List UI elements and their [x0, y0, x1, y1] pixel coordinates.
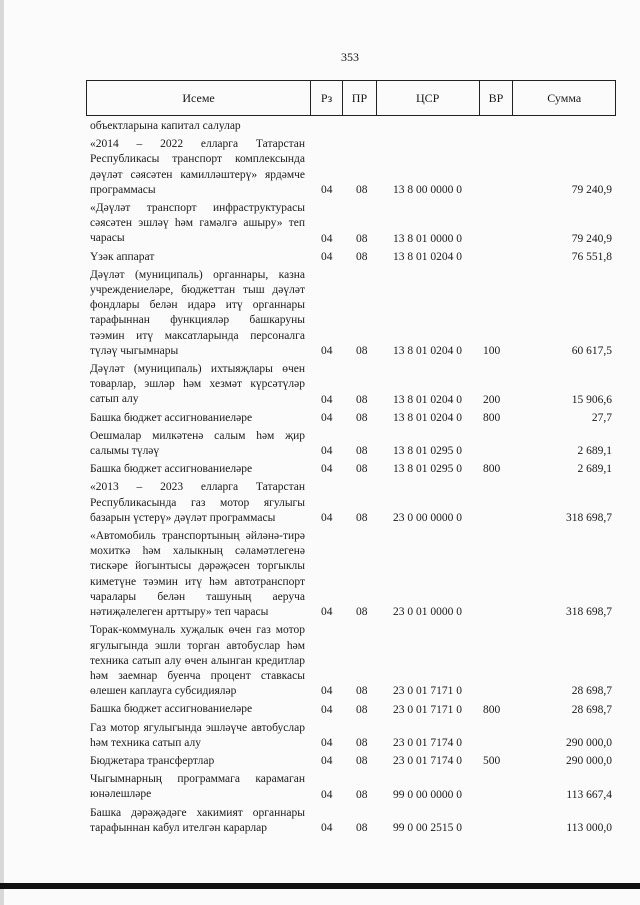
row-rz: 04	[321, 411, 333, 424]
table-row	[90, 754, 620, 770]
row-pr: 08	[356, 736, 368, 749]
row-pr: 08	[356, 232, 368, 245]
row-csr: 23 0 01 0000 0	[393, 606, 462, 619]
scan-bottom-edge	[0, 883, 640, 889]
table-row	[90, 623, 620, 700]
row-rz: 04	[321, 184, 333, 197]
row-vr: 800	[483, 703, 501, 716]
table-row	[90, 721, 620, 752]
table-row	[90, 268, 620, 360]
table-row	[90, 806, 620, 837]
table-row	[90, 480, 620, 527]
row-sum: 79 240,9	[571, 184, 612, 197]
row-pr: 08	[356, 250, 368, 263]
row-csr: 23 0 00 0000 0	[393, 512, 462, 525]
row-csr: 99 0 00 2515 0	[393, 821, 462, 834]
row-name: «Дәүләт транспорт инфраструктурасы сәясәтен эшләү һәм гамәлгә ашыру» теп чарасы	[90, 202, 305, 245]
table-row	[90, 137, 620, 199]
row-csr: 13 8 00 0000 0	[393, 184, 462, 197]
row-csr: 13 8 01 0204 0	[393, 411, 462, 424]
row-name: Дәүләт (муниципаль) органнары, казна учреждениеләре, бюджеттан тыш дәүләт фондлары белән идарә итү органнары тарафыннан функцияләр башкаруны тәэмин итү максатларында персоналга түләү чыгымнары	[90, 268, 305, 357]
row-vr: 800	[483, 411, 501, 424]
row-sum: 79 240,9	[571, 232, 612, 245]
row-sum: 318 698,7	[566, 512, 612, 525]
scan-left-edge	[0, 0, 4, 905]
row-pr: 08	[356, 685, 368, 698]
row-pr: 08	[356, 512, 368, 525]
row-name: Башка бюджет ассигнованиеләре	[90, 703, 253, 716]
table-row	[90, 772, 620, 803]
row-vr: 800	[483, 463, 501, 476]
row-csr: 23 0 01 7171 0	[393, 703, 462, 716]
row-sum: 76 551,8	[571, 250, 612, 263]
row-name: объектларына капитал салулар	[90, 120, 241, 132]
row-pr: 08	[356, 445, 368, 458]
table-row	[90, 119, 620, 135]
row-name: «2014 – 2022 елларга Татарстан Республикасы транспорт комплексында дәүләт сәясәтен камилләштерү» ярдәмче программасы	[90, 138, 305, 196]
row-sum: 2 689,1	[577, 445, 612, 458]
row-csr: 13 8 01 0204 0	[393, 393, 462, 406]
row-rz: 04	[321, 345, 333, 358]
row-rz: 04	[321, 250, 333, 263]
row-pr: 08	[356, 703, 368, 716]
table-row	[90, 250, 620, 266]
row-name: Торак-коммуналь хуҗалык өчен газ мотор ягулыгында эшли торган автобуслар һәм техника сатып алу өчен алынган кредитлар һәм заемнар буенча процент ставкасы өлешен каплауга субсидияләр	[90, 624, 305, 698]
row-name: Чыгымнарның программага карамаган юнәлешләре	[90, 773, 305, 801]
table-header	[86, 80, 616, 116]
row-csr: 13 8 01 0295 0	[393, 463, 462, 476]
row-sum: 290 000,0	[566, 755, 612, 768]
row-pr: 08	[356, 184, 368, 197]
row-pr: 08	[356, 755, 368, 768]
row-name: Газ мотор ягулыгында эшләүче автобуслар һәм техника сатып алу	[90, 721, 305, 749]
row-rz: 04	[321, 821, 333, 834]
row-csr: 13 8 01 0295 0	[393, 445, 462, 458]
table-row	[90, 702, 620, 718]
table-row	[90, 362, 620, 409]
row-rz: 04	[321, 703, 333, 716]
row-pr: 08	[356, 606, 368, 619]
table-row	[90, 201, 620, 248]
header-sum: Сумма	[547, 90, 582, 105]
row-name: Дәүләт (муниципаль) ихтыяҗлары өчен товарлар, эшләр һәм хезмәт күрсәтүләр сатып алу	[90, 363, 305, 406]
row-rz: 04	[321, 393, 333, 406]
row-name: Бюджетара трансфертлар	[90, 754, 215, 767]
row-pr: 08	[356, 411, 368, 424]
row-sum: 28 698,7	[571, 703, 612, 716]
header-rz: Рз	[311, 81, 343, 115]
row-pr: 08	[356, 788, 368, 801]
row-name: Үзәк аппарат	[90, 250, 155, 263]
row-sum: 318 698,7	[566, 606, 612, 619]
row-rz: 04	[321, 445, 333, 458]
row-rz: 04	[321, 755, 333, 768]
row-name: «2013 – 2023 елларга Татарстан Республикасында газ мотор ягулыгы базарын үстерү» дәүләт программасы	[90, 481, 305, 524]
row-csr: 13 8 01 0204 0	[393, 250, 462, 263]
row-rz: 04	[321, 232, 333, 245]
header-vr: ВР	[480, 81, 514, 115]
row-name: «Автомобиль транспортының әйләнә-тирә мохиткә һәм халыкның сәламәтлегенә тискәре йогынтысы дәрәҗәсен торгыклы киметүне тәэмин итү һәм автотранспорт чаралары белән ташуның аеруча нәтиҗәлелеген арттыру» теп чарасы	[90, 530, 305, 619]
row-rz: 04	[321, 512, 333, 525]
table-row	[90, 429, 620, 460]
header-csr: ЦСР	[377, 81, 480, 115]
row-sum: 27,7	[591, 411, 612, 424]
row-rz: 04	[321, 463, 333, 476]
row-csr: 13 8 01 0204 0	[393, 345, 462, 358]
table-row	[90, 529, 620, 621]
row-sum: 60 617,5	[571, 345, 612, 358]
row-pr: 08	[356, 393, 368, 406]
row-csr: 23 0 01 7174 0	[393, 736, 462, 749]
row-pr: 08	[356, 463, 368, 476]
row-rz: 04	[321, 606, 333, 619]
row-rz: 04	[321, 788, 333, 801]
header-pr: ПР	[343, 81, 377, 115]
row-csr: 13 8 01 0000 0	[393, 232, 462, 245]
row-sum: 290 000,0	[566, 736, 612, 749]
row-csr: 23 0 01 7171 0	[393, 685, 462, 698]
row-name: Башка дәрәҗәдәге хакимият органнары тарафыннан кабул ителгән карарлар	[90, 806, 305, 834]
header-name: Исеме	[87, 81, 311, 115]
row-csr: 23 0 01 7174 0	[393, 755, 462, 768]
row-sum: 2 689,1	[577, 463, 612, 476]
row-name: Башка бюджет ассигнованиеләре	[90, 411, 253, 424]
row-name: Башка бюджет ассигнованиеләре	[90, 463, 253, 476]
row-vr: 100	[483, 345, 501, 358]
budget-table-body	[90, 119, 620, 839]
row-sum: 113 667,4	[566, 788, 612, 801]
table-row	[90, 411, 620, 427]
page-number: 353	[341, 50, 359, 64]
row-rz: 04	[321, 685, 333, 698]
row-csr: 99 0 00 0000 0	[393, 788, 462, 801]
row-vr: 200	[483, 393, 501, 406]
row-pr: 08	[356, 345, 368, 358]
row-name: Оешмалар милкәтенә салым һәм җир салымы түләү	[90, 429, 305, 458]
row-sum: 15 906,6	[571, 393, 612, 406]
row-sum: 28 698,7	[571, 685, 612, 698]
table-row	[90, 462, 620, 478]
row-pr: 08	[356, 821, 368, 834]
row-vr: 500	[483, 755, 501, 768]
row-sum: 113 000,0	[566, 821, 612, 834]
row-rz: 04	[321, 736, 333, 749]
